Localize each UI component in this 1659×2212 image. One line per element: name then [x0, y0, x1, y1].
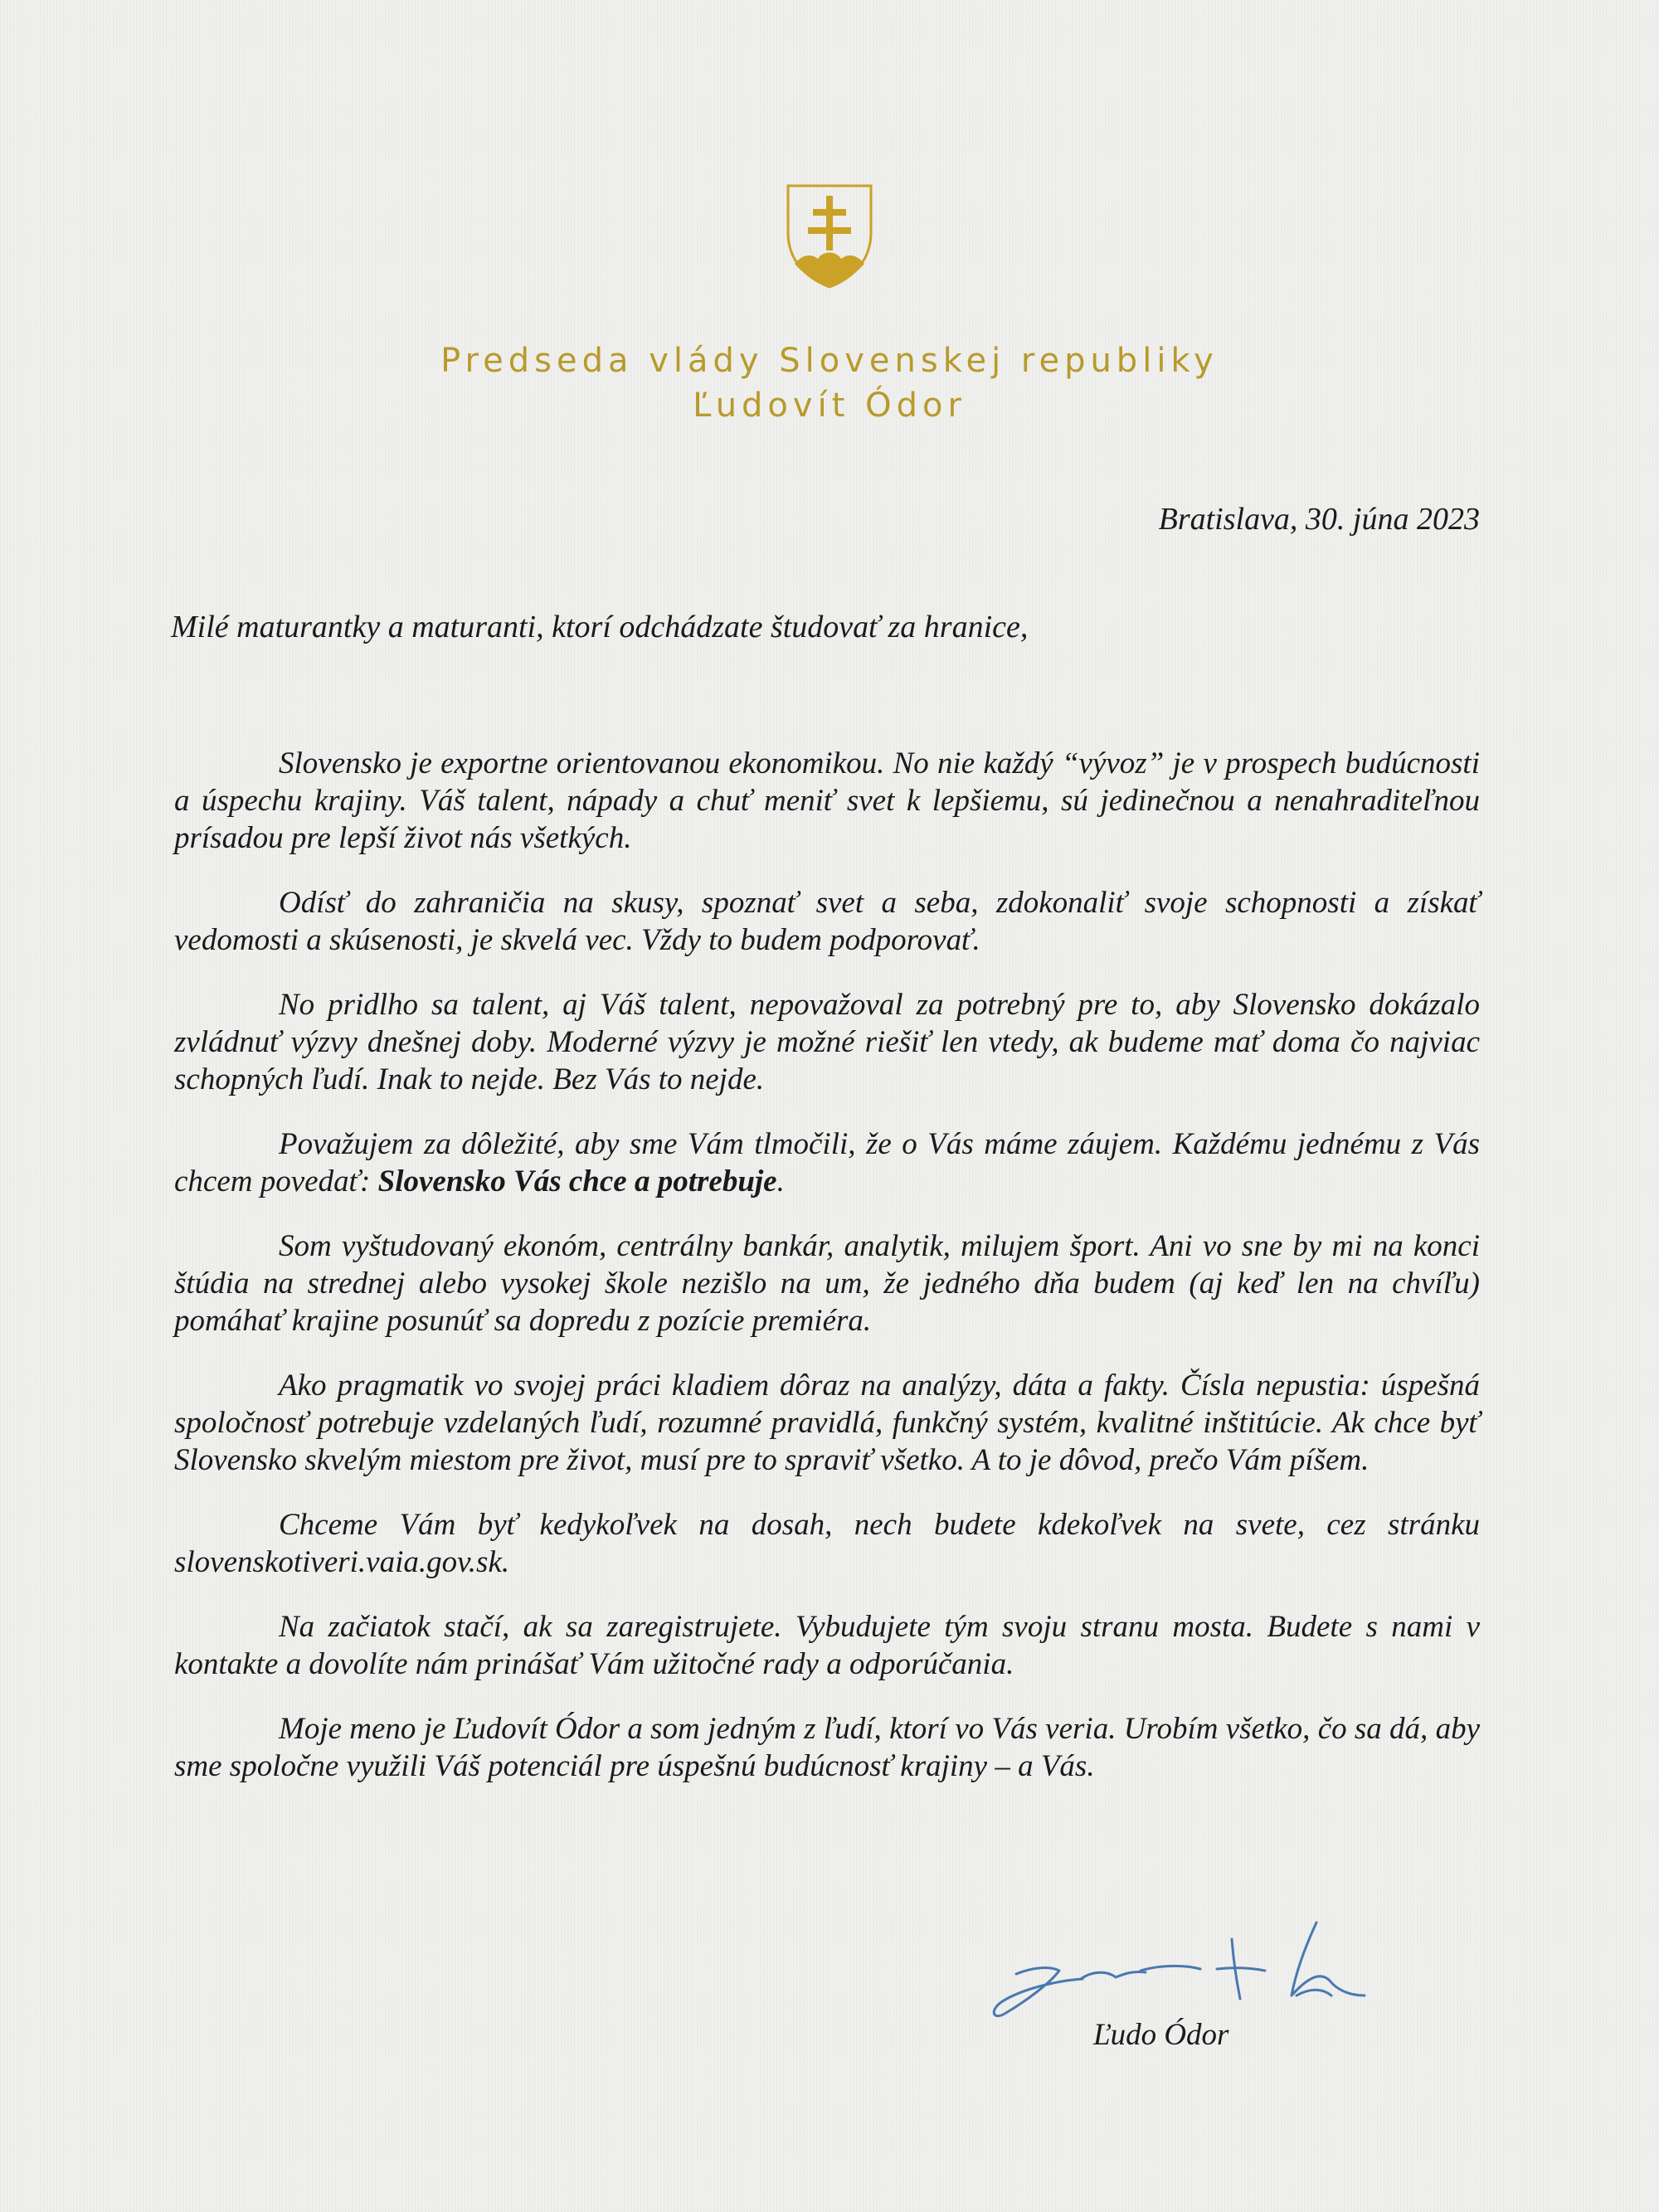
emphasis-text: Slovensko Vás chce a potrebuje	[377, 1164, 777, 1198]
office-title: Predseda vlády Slovenskej republiky	[440, 342, 1219, 380]
paragraph-text-end: .	[776, 1164, 785, 1198]
paragraph: Chceme Vám byť kedykoľvek na dosah, nech budete kdekoľvek na svete, cez stránku slovenskotiveri.vaia.gov.sk.	[174, 1508, 1480, 1579]
slovak-coat-of-arms-icon	[783, 181, 876, 290]
paragraph: Na začiatok stačí, ak sa zaregistrujete. Vybudujete tým svoju stranu mosta. Budete s nami v kontakte a dovolíte nám prinášať Vám užitočné rady a odporúčania.	[174, 1610, 1480, 1681]
paragraph-emphasis	[174, 1125, 1480, 1200]
paragraph: Moje meno je Ľudovít Ódor a som jedným z ľudí, ktorí vo Vás veria. Urobím všetko, čo sa dá, aby sme spoločne využili Váš potenciál pre úspešnú budúcnosť krajiny – a Vás.	[174, 1712, 1480, 1783]
signer-name: Ľudo Ódor	[1093, 2018, 1229, 2052]
paragraph: Ako pragmatik vo svojej práci kladiem dôraz na analýzy, dáta a fakty. Čísla nepustia: úspešná spoločnosť potrebuje vzdelaných ľudí, rozumné pravidlá, funkčný systém, kvalitné inštitúcie. Ak chce byť Slovensko skvelým miestom pre život, musí pre to spraviť všetko. A to je dôvod, prečo Vám píšem.	[174, 1369, 1480, 1477]
handwritten-signature-icon	[983, 1916, 1381, 2032]
paragraph: Som vyštudovaný ekonóm, centrálny bankár, analytik, milujem šport. Ani vo sne by mi na konci štúdia na strednej alebo vysokej škole nezišlo na um, že jedného dňa budem (aj keď len na chvíľu) pomáhať krajine posunúť sa dopredu z pozície premiéra.	[174, 1229, 1480, 1338]
paragraph-text: Považujem za dôležité, aby sme Vám tlmočili, že o Vás máme záujem. Každému jednému z Vás chcem povedať:	[174, 1127, 1480, 1198]
letter-date: Bratislava, 30. júna 2023	[1158, 502, 1480, 537]
paragraph: No pridlho sa talent, aj Váš talent, nepovažoval za potrebný pre to, aby Slovensko dokázalo zvládnuť výzvy dnešnej doby. Moderné výzvy je možné riešiť len vtedy, ak budeme mať doma čo najviac schopných ľudí. Inak to nejde. Bez Vás to nejde.	[174, 988, 1480, 1096]
letter-salutation: Milé maturantky a maturanti, ktorí odchádzate študovať za hranice,	[171, 610, 1029, 644]
paragraph: Slovensko je exportne orientovanou ekonomikou. No nie každý “vývoz” je v prospech budúcnosti a úspechu krajiny. Váš talent, nápady a chuť meniť svet k lepšiemu, sú jedinečnou a nenahraditeľnou prísadou pre lepší život nás všetkých.	[174, 746, 1480, 855]
paragraph: Odísť do zahraničia na skusy, spoznať svet a seba, zdokonaliť svoje schopnosti a získať vedomosti a skúsenosti, je skvelá vec. Vždy to budem podporovať.	[174, 886, 1480, 957]
letter-body	[174, 745, 1480, 1812]
office-holder-name: Ľudovít Ódor	[693, 386, 966, 425]
